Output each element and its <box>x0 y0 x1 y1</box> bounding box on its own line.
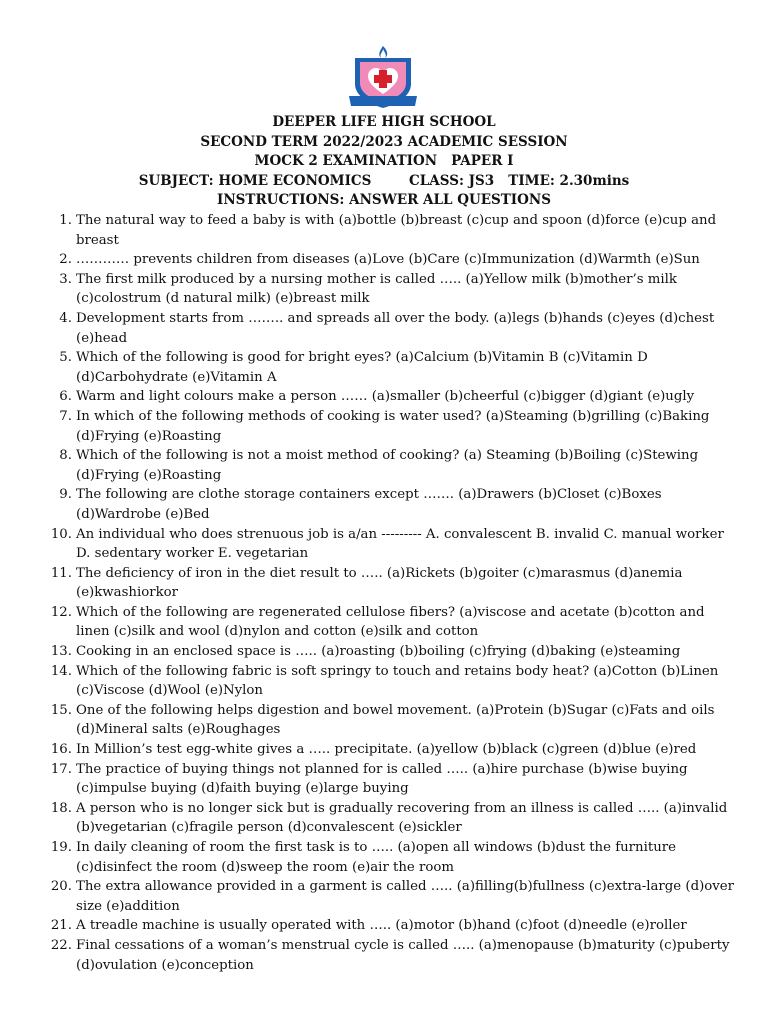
question-item <box>48 564 738 603</box>
question-number: 3 . <box>48 270 72 290</box>
question-number: 1 . <box>48 211 72 231</box>
question-item <box>48 642 738 662</box>
question-item <box>48 525 738 564</box>
question-item <box>48 603 738 642</box>
question-item <box>48 662 738 701</box>
question-number: 7 . <box>48 407 72 427</box>
question-text: Warm and light colours make a person …… (a)smaller (b)cheerful (c)bigger (d)giant (e)ugly <box>76 389 695 405</box>
question-item <box>48 387 738 407</box>
subject-line <box>0 172 768 192</box>
question-text: Development starts from …….. and spreads all over the body. (a)legs (b)hands (c)eyes (d)chest (e)head <box>76 310 715 346</box>
question-item <box>48 485 738 524</box>
school-crest-logo <box>345 44 421 114</box>
question-item <box>48 250 738 270</box>
question-text: Which of the following is good for bright eyes? (a)Calcium (b)Vitamin B (c)Vitamin D (d)Carbohydrate (e)Vitamin A <box>76 350 648 385</box>
question-text: The first milk produced by a nursing mother is called ….. (a)Yellow milk (b)mother’s milk (c)colostrum (d natural milk) (e)breast milk <box>76 271 677 307</box>
instructions: INSTRUCTIONS: ANSWER ALL QUESTIONS <box>217 192 551 208</box>
question-text: In Million’s test egg-white gives a ….. precipitate. (a)yellow (b)black (c)green (d)blue (e)red <box>76 742 697 758</box>
question-item <box>48 211 738 250</box>
question-number: 12 . <box>48 603 72 623</box>
question-text: The practice of buying things not planned for is called ….. (a)hire purchase (b)wise buying (c)impulse buying (d)faith buying (e)large buying <box>76 761 688 797</box>
question-text: The following are clothe storage containers except ……. (a)Drawers (b)Closet (c)Boxes (d)Wardrobe (e)Bed <box>76 487 662 522</box>
question-number: 16 . <box>48 740 72 760</box>
school-crest-icon <box>345 44 421 114</box>
time-label: TIME: 2.30mins <box>508 172 630 189</box>
question-item <box>48 309 738 348</box>
question-text: Cooking in an enclosed space is ….. (a)roasting (b)boiling (c)frying (d)baking (e)steaming <box>76 644 681 660</box>
exam-header <box>0 113 768 211</box>
question-list <box>48 211 738 975</box>
question-number: 20 . <box>48 877 72 897</box>
question-text: A treadle machine is usually operated with ….. (a)motor (b)hand (c)foot (d)needle (e)roller <box>76 918 687 934</box>
question-number: 6 . <box>48 387 72 407</box>
question-item <box>48 760 738 799</box>
question-text: The extra allowance provided in a garment is called ….. (a)filling(b)fullness (c)extra-large (d)over size (e)addition <box>76 879 735 914</box>
question-item <box>48 740 738 760</box>
question-number: 4 . <box>48 309 72 329</box>
question-text: In which of the following methods of cooking is water used? (a)Steaming (b)grilling (c)Baking (d)Frying (e)Roasting <box>76 408 710 444</box>
session-title: SECOND TERM 2022/2023 ACADEMIC SESSION <box>200 133 568 150</box>
question-item <box>48 877 738 916</box>
question-number: 13 . <box>48 642 72 662</box>
question-number: 10 . <box>48 525 72 545</box>
question-text: Which of the following are regenerated cellulose fibers? (a)viscose and acetate (b)cotton and linen (c)silk and wool (d)nylon and cotton (e)silk and cotton <box>76 604 705 640</box>
question-number: 18 . <box>48 799 72 819</box>
question-number: 5 . <box>48 348 72 368</box>
school-name: DEEPER LIFE HIGH SCHOOL <box>272 114 496 130</box>
question-item <box>48 916 738 936</box>
question-text: A person who is no longer sick but is gradually recovering from an illness is called ….. (a)invalid (b)vegetarian (c)fragile person (d)convalescent (e)sickler <box>76 800 728 836</box>
question-number: 8 . <box>48 446 72 466</box>
question-text: An individual who does strenuous job is a/an --------- A. convalescent B. invalid C. manual worker D. sedentary worker E. vegetarian <box>76 526 724 562</box>
question-number: 21 . <box>48 916 72 936</box>
question-text: Which of the following is not a moist method of cooking? (a) Steaming (b)Boiling (c)Stewing (d)Frying (e)Roasting <box>76 448 699 483</box>
question-number: 2 . <box>48 250 72 270</box>
question-item <box>48 838 738 877</box>
question-item <box>48 348 738 387</box>
question-number: 22 . <box>48 936 72 956</box>
question-text: Final cessations of a woman’s menstrual cycle is called ….. (a)menopause (b)maturity (c)puberty (d)ovulation (e)conception <box>76 937 730 973</box>
question-number: 14 . <box>48 662 72 682</box>
exam-title: MOCK 2 EXAMINATION PAPER I <box>254 153 514 169</box>
class-label: CLASS: JS3 <box>409 172 495 189</box>
question-number: 15 . <box>48 701 72 721</box>
question-text: ………… prevents children from diseases (a)Love (b)Care (c)Immunization (d)Warmth (e)Sun <box>76 252 700 268</box>
question-item <box>48 936 738 975</box>
question-number: 19 . <box>48 838 72 858</box>
question-item <box>48 407 738 446</box>
question-item <box>48 799 738 838</box>
question-text: The natural way to feed a baby is with (a)bottle (b)breast (c)cup and spoon (d)force (e)cup and breast <box>76 213 717 248</box>
question-item <box>48 270 738 309</box>
question-number: 17 . <box>48 760 72 780</box>
question-number: 11 . <box>48 564 72 584</box>
question-text: In daily cleaning of room the first task is to ….. (a)open all windows (b)dust the furniture (c)disinfect the room (d)sweep the room (e)air the room <box>76 840 676 875</box>
question-text: Which of the following fabric is soft springy to touch and retains body heat? (a)Cotton (b)Linen (c)Viscose (d)Wool (e)Nylon <box>76 663 719 699</box>
question-number: 9 . <box>48 485 72 505</box>
question-text: The deficiency of iron in the diet result to ….. (a)Rickets (b)goiter (c)marasmus (d)anemia (e)kwashiorkor <box>76 565 683 601</box>
question-item <box>48 701 738 740</box>
question-text: One of the following helps digestion and bowel movement. (a)Protein (b)Sugar (c)Fats and oils (d)Mineral salts (e)Roughages <box>76 702 715 738</box>
question-item <box>48 446 738 485</box>
subject-label: SUBJECT: HOME ECONOMICS <box>138 172 372 189</box>
